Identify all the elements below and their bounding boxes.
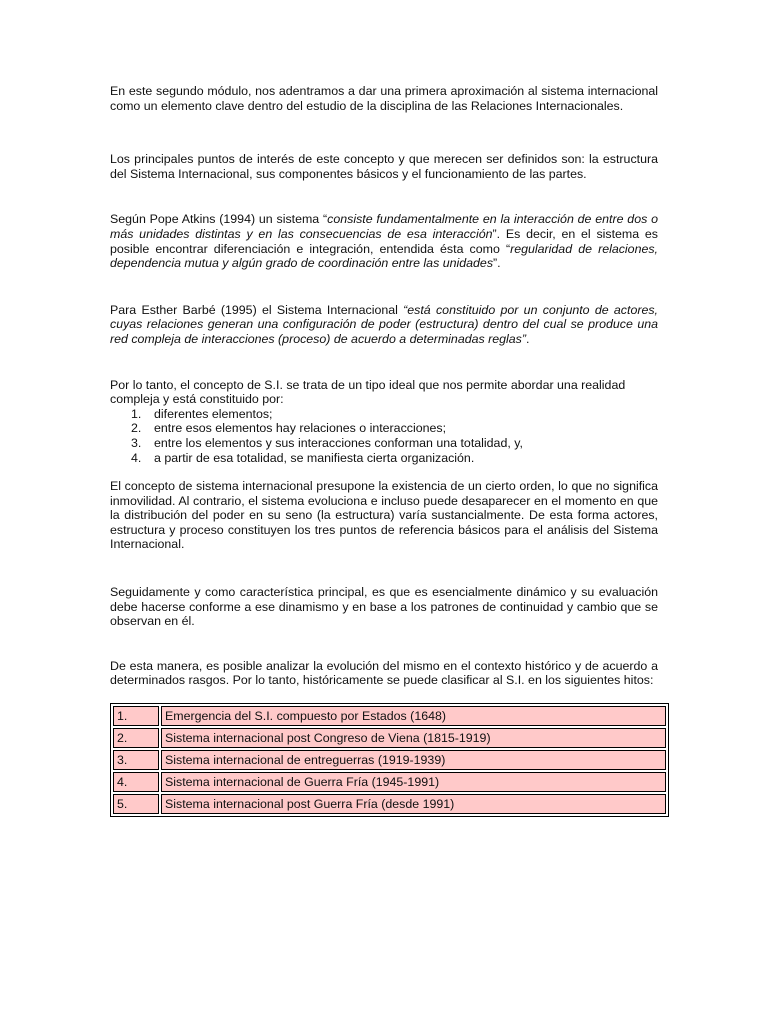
- paragraph-order: El concepto de sistema internacional presupone la existencia de un cierto orden, lo que no significa inmovilidad. Al contrario, el sistema evoluciona e incluso puede desaparecer en el momento en que la distribución del poder en su seno (la estructura) varía sustancialmente. De esta forma actores, estructura y proceso constituyen los tres puntos de referencia básicos para el análisis del Sistema Internacional.: [110, 479, 658, 552]
- list-item-text: entre esos elementos hay relaciones o interacciones;: [154, 421, 447, 436]
- list-item-text: diferentes elementos;: [154, 406, 273, 421]
- table-row: [113, 750, 666, 770]
- quote-italic: regularidad de relaciones, dependencia mutua y algún grado de coordinación entre las unidades: [110, 241, 658, 271]
- table-cell-number: 2.: [113, 728, 159, 748]
- table-cell-text: Emergencia del S.I. compuesto por Estados (1648): [161, 706, 666, 726]
- list-item-text: entre los elementos y sus interacciones conforman una totalidad, y,: [154, 435, 523, 450]
- paragraph-dynamic: Seguidamente y como característica principal, es que es esencialmente dinámico y su evaluación debe hacerse conforme a ese dinamismo y en base a los patrones de continuidad y cambio que se observan en él.: [110, 585, 658, 629]
- table-cell-number: 3.: [113, 750, 159, 770]
- document-page: [110, 84, 658, 817]
- quote-italic: “está constituido por un conjunto de actores, cuyas relaciones generan una configuración de poder (estructura) dentro del cual se produce una red compleja de interacciones (proceso) de acuerdo a determinadas reglas”: [110, 302, 658, 346]
- table-cell-number: 5.: [113, 794, 159, 814]
- list-item-number: 3.: [131, 435, 142, 450]
- table-row: [113, 728, 666, 748]
- paragraph-pope-atkins: [110, 212, 658, 270]
- table-cell-text: Sistema internacional de Guerra Fría (1945-1991): [161, 772, 666, 792]
- list-item-number: 4.: [131, 450, 142, 465]
- table-cell-text: Sistema internacional post Guerra Fría (desde 1991): [161, 794, 666, 814]
- text-segment: Para Esther Barbé (1995) el Sistema Internacional: [110, 302, 404, 317]
- text-segment: Según Pope Atkins (1994) un sistema “: [110, 212, 328, 227]
- paragraph-concept-si: Por lo tanto, el concepto de S.I. se trata de un tipo ideal que nos permite abordar una realidad compleja y está constituido por:: [110, 377, 626, 407]
- quote-italic: consiste fundamentalmente en la interacción de entre dos o más unidades distintas y en las consecuencias de esa interacción: [110, 212, 658, 241]
- list-item: [110, 451, 658, 466]
- text-segment: ”.: [493, 256, 501, 271]
- table-row: [113, 706, 666, 726]
- paragraph-points-of-interest: Los principales puntos de interés de este concepto y que merecen ser definidos son: la estructura del Sistema Internacional, sus componentes básicos y el funcionamiento de las partes.: [110, 152, 658, 181]
- table-cell-text: Sistema internacional post Congreso de Viena (1815-1919): [161, 728, 666, 748]
- table-cell-text: Sistema internacional de entreguerras (1919-1939): [161, 750, 666, 770]
- milestones-table: [110, 703, 669, 817]
- table-row: [113, 794, 666, 814]
- numbered-list: [110, 407, 658, 465]
- paragraph-esther-barbe: [110, 303, 658, 347]
- list-item: [110, 421, 658, 436]
- paragraph-evolution: De esta manera, es posible analizar la evolución del mismo en el contexto histórico y de acuerdo a determinados rasgos. Por lo tanto, históricamente se puede clasificar al S.I. en los siguientes hitos:: [110, 658, 658, 688]
- text-segment: ”. Es decir, en el sistema es posible encontrar diferenciación e integración, entendida ésta como “: [110, 226, 658, 256]
- text-segment: .: [526, 331, 530, 346]
- list-item-number: 1.: [131, 406, 142, 421]
- table-cell-number: 4.: [113, 772, 159, 792]
- list-item-number: 2.: [131, 421, 142, 436]
- table-cell-number: 1.: [113, 706, 159, 726]
- list-item: [110, 436, 658, 451]
- table-row: [113, 772, 666, 792]
- paragraph-intro: En este segundo módulo, nos adentramos a dar una primera aproximación al sistema internacional como un elemento clave dentro del estudio de la disciplina de las Relaciones Internacionales.: [110, 84, 658, 113]
- list-item: [110, 407, 658, 422]
- list-item-text: a partir de esa totalidad, se manifiesta cierta organización.: [154, 450, 475, 465]
